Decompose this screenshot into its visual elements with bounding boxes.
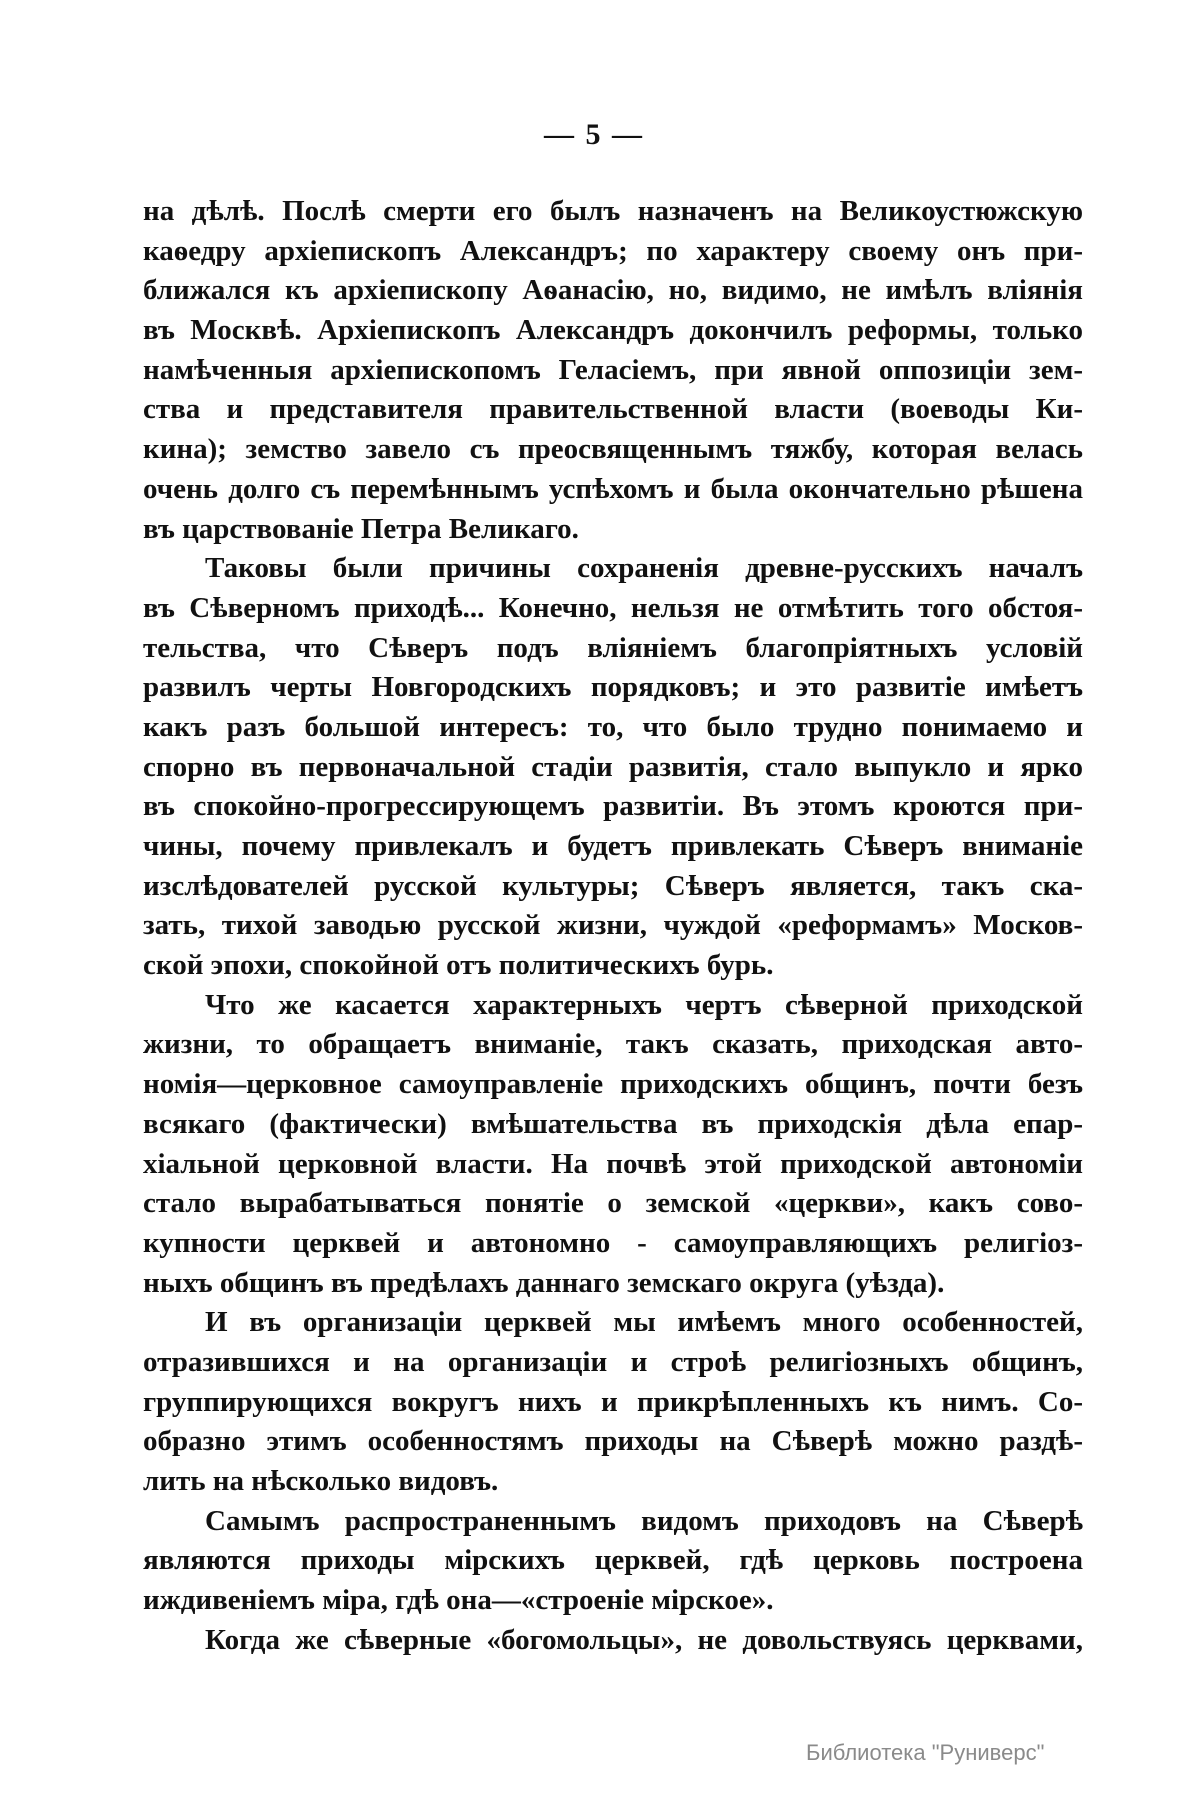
- text-line: номія—церковное самоуправленіе приходскихъ общинъ, почти безъ: [143, 1068, 1083, 1101]
- text-line: ближался къ архіепископу Аѳанасію, но, видимо, не имѣлъ вліянія: [143, 274, 1083, 307]
- paragraph: [143, 192, 1083, 549]
- page-number: — 5 —: [544, 118, 644, 151]
- text-line: спорно въ первоначальной стадіи развитія, стало выпукло и ярко: [143, 750, 1083, 783]
- text-line: ныхъ общинъ въ предѣлахъ даннаго земскаго округа (уѣзда).: [143, 1266, 945, 1299]
- paragraph: [143, 1303, 1083, 1501]
- text-line: очень долго съ перемѣннымъ успѣхомъ и была окончательно рѣшена: [143, 472, 1083, 505]
- text-line: хіальной церковной власти. На почвѣ этой приходской автономіи: [143, 1147, 1083, 1180]
- text-line: всякаго (фактически) вмѣшательства въ приходскія дѣла епар-: [143, 1107, 1083, 1140]
- text-line: являются приходы мірскихъ церквей, гдѣ церковь построена: [143, 1544, 1083, 1577]
- text-line: лить на нѣсколько видовъ.: [143, 1465, 499, 1497]
- text-line: отразившихся и на организаціи и строѣ религіозныхъ общинъ,: [143, 1345, 1083, 1378]
- library-watermark: Библиотека "Руниверс": [806, 1740, 1045, 1765]
- text-line: иждивеніемъ міра, гдѣ она—«строеніе мірское».: [143, 1584, 774, 1617]
- text-line: въ царствованіе Петра Великаго.: [143, 512, 579, 545]
- text-line: купности церквей и автономно - самоуправляющихъ религіоз-: [143, 1226, 1083, 1259]
- text-line: Когда же сѣверные «богомольцы», не довольствуясь церквами,: [205, 1623, 1083, 1656]
- text-line: въ Сѣверномъ приходѣ... Конечно, нельзя не отмѣтить того обстоя-: [143, 591, 1083, 624]
- text-line: Самымъ распространеннымъ видомъ приходовъ на Сѣверѣ: [205, 1504, 1083, 1537]
- paragraph: [143, 1502, 1083, 1621]
- page-body-text: [143, 192, 1083, 1660]
- text-line: чины, почему привлекалъ и будетъ привлекать Сѣверъ вниманіе: [143, 830, 1083, 862]
- text-line: зать, тихой заводью русской жизни, чуждой «реформамъ» Москов-: [143, 909, 1083, 942]
- text-line: И въ организаціи церквей мы имѣемъ много особенностей,: [205, 1306, 1083, 1339]
- text-line: изслѣдователей русской культуры; Сѣверъ является, такъ ска-: [143, 869, 1083, 902]
- paragraph: [143, 1621, 1083, 1661]
- text-line: каѳедру архіепископъ Александръ; по характеру своему онъ при-: [143, 234, 1083, 267]
- text-line: жизни, то обращаетъ вниманіе, такъ сказать, приходская авто-: [143, 1028, 1083, 1061]
- paragraph: [143, 986, 1083, 1304]
- text-line: тельства, что Сѣверъ подъ вліяніемъ благопріятныхъ условій: [143, 631, 1083, 664]
- text-line: образно этимъ особенностямъ приходы на Сѣверѣ можно раздѣ-: [143, 1425, 1083, 1458]
- text-line: ства и представителя правительственной власти (воеводы Ки-: [143, 393, 1083, 426]
- text-line: какъ разъ большой интересъ: то, что было трудно понимаемо и: [143, 710, 1083, 743]
- paragraph: [143, 549, 1083, 986]
- text-line: Что же касается характерныхъ чертъ сѣверной приходской: [205, 988, 1083, 1021]
- text-line: развилъ черты Новгородскихъ порядковъ; и это развитіе имѣетъ: [143, 671, 1083, 704]
- text-line: въ спокойно-прогрессирующемъ развитіи. Въ этомъ кроются при-: [143, 790, 1083, 823]
- text-line: въ Москвѣ. Архіепископъ Александръ докончилъ реформы, только: [143, 314, 1083, 347]
- text-line: стало вырабатываться понятіе о земской «церкви», какъ сово-: [143, 1187, 1083, 1220]
- text-line: Таковы были причины сохраненія древне-русскихъ началъ: [205, 552, 1083, 585]
- text-line: ской эпохи, спокойной отъ политическихъ бурь.: [143, 949, 774, 982]
- text-line: группирующихся вокругъ нихъ и прикрѣпленныхъ къ нимъ. Со-: [143, 1385, 1083, 1418]
- text-line: намѣченныя архіепископомъ Геласіемъ, при явной оппозиціи зем-: [143, 353, 1083, 386]
- text-line: на дѣлѣ. Послѣ смерти его былъ назначенъ на Великоустюжскую: [143, 195, 1083, 227]
- text-line: кина); земство завело съ преосвященнымъ тяжбу, которая велась: [143, 433, 1083, 466]
